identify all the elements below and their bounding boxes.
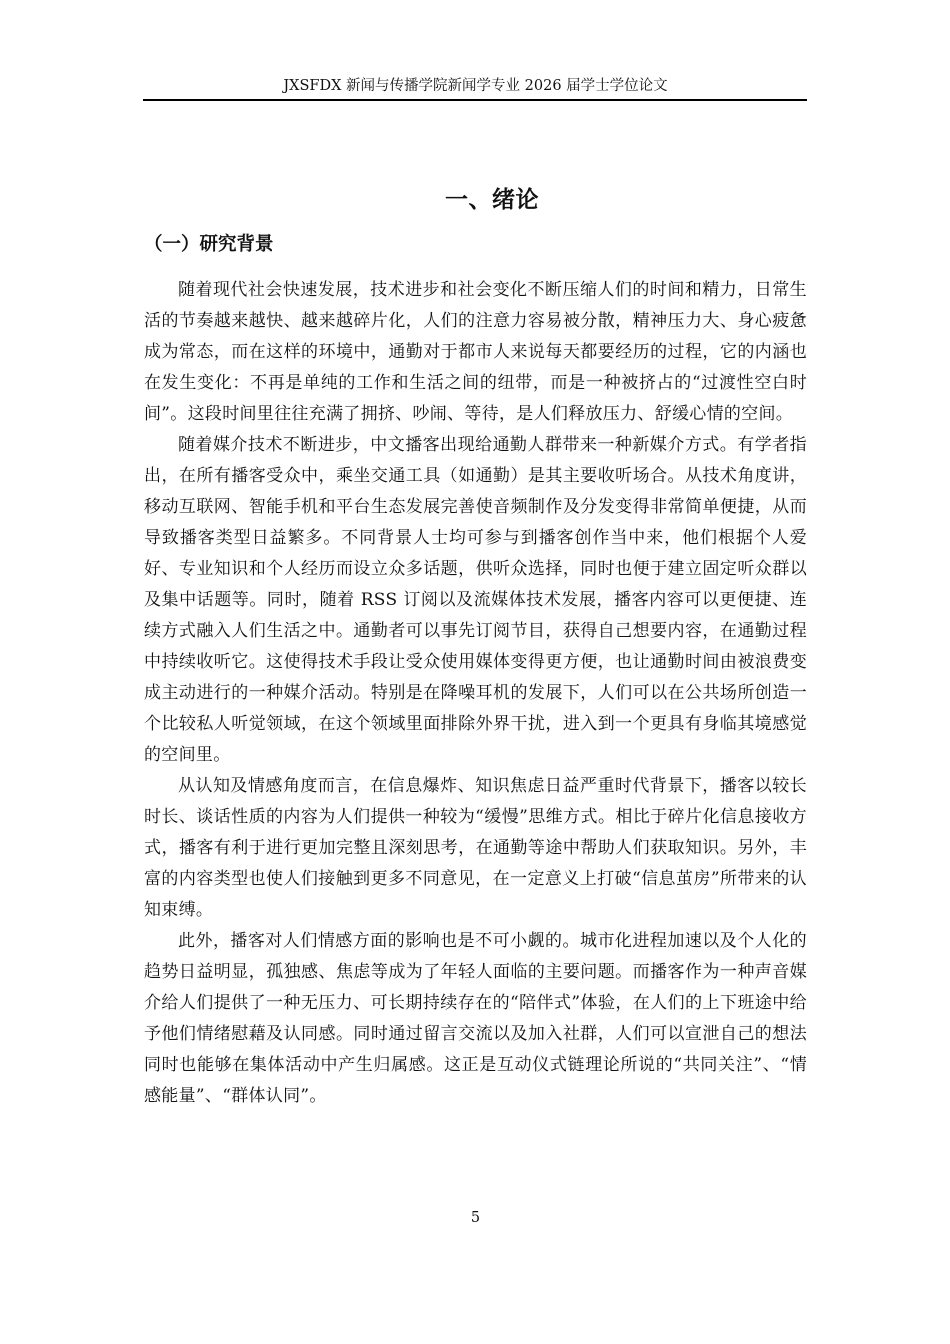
header-rule [143,99,807,101]
chapter-title: 一、绪论 [445,187,539,213]
page-number: 5 [470,1210,481,1226]
running-header: JXSFDX 新闻与传播学院新闻学专业 2026 届学士学位论文 [283,78,668,94]
paragraph-2: 随着媒介技术不断进步，中文播客出现给通勤人群带来一种新媒介方式。有学者指出，在所有播客受众中，乘坐交通工具（如通勤）是其主要收听场合。从技术角度讲，移动互联网、智能手机和平台生态发展完善使音频制作及分发变得非常简单便捷，从而导致播客类型日益繁多。不同背景人士均可参与到播客创作当中来，他们根据个人爱好、专业知识和个人经历而设立众多话题，供听众选择，同时也便于建立固定听众群以及集中话题等。同时，随着 RSS 订阅以及流媒体技术发展，播客内容可以更便捷、连续方式融入人们生活之中。通勤者可以事先订阅节目，获得自己想要内容，在通勤过程中持续收听它。这使得技术手段让受众使用媒体变得更方便，也让通勤时间由被浪费变成主动进行的一种媒介活动。特别是在降噪耳机的发展下，人们可以在公共场所创造一个比较私人听觉领域，在这个领域里面排除外界干扰，进入到一个更具有身临其境感觉的空间里。 [144,435,807,765]
paragraph-4: 此外，播客对人们情感方面的影响也是不可小觑的。城市化进程加速以及个人化的趋势日益明显，孤独感、焦虑等成为了年轻人面临的主要问题。而播客作为一种声音媒介给人们提供了一种无压力、可长期持续存在的“陪伴式”体验，在人们的上下班途中给予他们情绪慰藉及认同感。同时通过留言交流以及加入社群，人们可以宣泄自己的想法同时也能够在集体活动中产生归属感。这正是互动仪式链理论所说的“共同关注”、“情感能量”、“群体认同”。 [144,931,807,1106]
body-text [144,275,807,1112]
section-title: （一）研究背景 [144,234,274,255]
paragraph-1: 随着现代社会快速发展，技术进步和社会变化不断压缩人们的时间和精力，日常生活的节奏越来越快、越来越碎片化，人们的注意力容易被分散，精神压力大、身心疲惫成为常态，而在这样的环境中，通勤对于都市人来说每天都要经历的过程，它的内涵也在发生变化：不再是单纯的工作和生活之间的纽带，而是一种被挤占的“过渡性空白时间”。这段时间里往往充满了拥挤、吵闹、等待，是人们释放压力、舒缓心情的空间。 [144,280,807,424]
paragraph-3: 从认知及情感角度而言，在信息爆炸、知识焦虑日益严重时代背景下，播客以较长时长、谈话性质的内容为人们提供一种较为“缓慢”思维方式。相比于碎片化信息接收方式，播客有利于进行更加完整且深刻思考，在通勤等途中帮助人们获取知识。另外，丰富的内容类型也使人们接触到更多不同意见，在一定意义上打破“信息茧房”所带来的认知束缚。 [144,776,807,920]
